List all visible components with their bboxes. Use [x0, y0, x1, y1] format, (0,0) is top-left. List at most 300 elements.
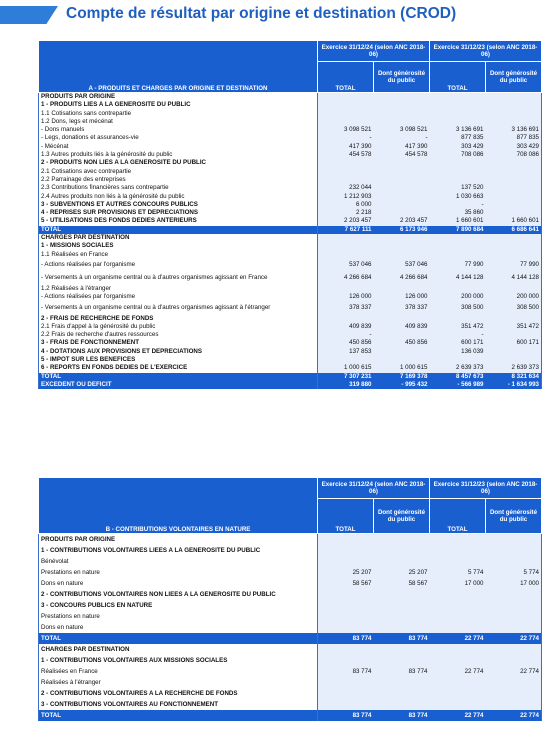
dont-2023-cell: 2 639 373 — [486, 364, 542, 372]
row-label: Prestations en nature — [39, 567, 318, 578]
total-2024-cell — [318, 589, 374, 600]
table-row — [39, 644, 542, 655]
total-2024-cell: 7 307 231 — [318, 373, 374, 381]
total-2024-cell — [318, 242, 374, 250]
dont-2024-cell — [374, 251, 430, 259]
total-2023-cell: - — [430, 201, 486, 209]
dont-2023-cell: 22 774 — [486, 633, 542, 644]
table-row — [39, 176, 542, 184]
crod-table — [38, 40, 542, 389]
total-2023-cell — [430, 600, 486, 611]
section-a-heading: A - PRODUITS ET CHARGES PAR ORIGINE ET DESTINATION — [39, 41, 318, 93]
total-2023-cell: 200 000 — [430, 293, 486, 301]
total-2023-cell — [430, 677, 486, 688]
row-label: CHARGES PAR DESTINATION — [39, 644, 318, 655]
table-row — [39, 101, 542, 109]
total-2024-cell — [318, 644, 374, 655]
table-row — [39, 217, 542, 225]
dont-2023-cell: 877 835 — [486, 134, 542, 142]
total-2023-cell: 877 835 — [430, 134, 486, 142]
table-row — [39, 242, 542, 250]
row-label: 1.1 Réalisées en France — [39, 251, 318, 259]
total-2024-cell — [318, 356, 374, 364]
dont-2024-cell — [374, 655, 430, 666]
total-2023-cell: 303 429 — [430, 143, 486, 151]
dont-2023-cell — [486, 93, 542, 102]
total-2024-cell: 83 774 — [318, 633, 374, 644]
total-row — [39, 373, 542, 381]
row-label: 2 - CONTRIBUTIONS VOLONTAIRES NON LIEES A LA GENEROSITE DU PUBLIC — [39, 589, 318, 600]
row-label: - Actions réalisées par l'organisme — [39, 259, 318, 272]
table-row — [39, 209, 542, 217]
total-2024-cell — [318, 315, 374, 323]
total-2023-cell — [430, 315, 486, 323]
dont-2023-cell — [486, 622, 542, 633]
table-row — [39, 285, 542, 293]
dont-2024-cell: 3 098 521 — [374, 126, 430, 134]
table-row — [39, 184, 542, 192]
total-2024-cell: 409 839 — [318, 323, 374, 331]
dont-2023-cell: 5 774 — [486, 567, 542, 578]
total-2024-cell: 58 567 — [318, 578, 374, 589]
title-banner-decoration — [0, 6, 58, 24]
total-2024-cell: - — [318, 331, 374, 339]
row-label: 1 - CONTRIBUTIONS VOLONTAIRES AUX MISSIONS SOCIALES — [39, 655, 318, 666]
total-2024-cell: 1 212 903 — [318, 193, 374, 201]
total-2023-cell: 3 136 691 — [430, 126, 486, 134]
dont-2023-cell — [486, 356, 542, 364]
table-row — [39, 118, 542, 126]
table-row — [39, 356, 542, 364]
total-2024-cell — [318, 234, 374, 242]
table-row — [39, 567, 542, 578]
dont-2024-cell — [374, 118, 430, 126]
row-label: 2.2 Frais de recherche d'autres ressources — [39, 331, 318, 339]
table-row — [39, 578, 542, 589]
dont-2024-cell — [374, 611, 430, 622]
dont-2024-cell — [374, 315, 430, 323]
dont-2024-cell — [374, 600, 430, 611]
dont-2024-cell — [374, 644, 430, 655]
total-2023-cell — [430, 589, 486, 600]
dont-2023-cell — [486, 644, 542, 655]
total-2024-cell — [318, 699, 374, 710]
dont-2024-cell — [374, 159, 430, 167]
row-label: 2.1 Cotisations avec contrepartie — [39, 168, 318, 176]
table-row — [39, 677, 542, 688]
total-2023-cell: 1 030 663 — [430, 193, 486, 201]
contributions-table — [38, 477, 542, 721]
dont-2024-cell: 7 169 378 — [374, 373, 430, 381]
total-2024-cell: - — [318, 134, 374, 142]
total-2024-cell: 454 578 — [318, 151, 374, 159]
total-2024-cell — [318, 101, 374, 109]
row-label: - Legs, donations et assurances-vie — [39, 134, 318, 142]
row-label: Dons en nature — [39, 622, 318, 633]
table-row — [39, 93, 542, 102]
dont-2024-cell — [374, 201, 430, 209]
dont-2024-cell — [374, 356, 430, 364]
total-2023-cell: 17 000 — [430, 578, 486, 589]
dont-2023-cell — [486, 118, 542, 126]
total-2023-cell — [430, 101, 486, 109]
row-label: Prestations en nature — [39, 611, 318, 622]
total-2024-cell: 25 207 — [318, 567, 374, 578]
total-2023-cell: - 566 989 — [430, 381, 486, 389]
dont-2023-cell — [486, 201, 542, 209]
total-2024-cell: 417 390 — [318, 143, 374, 151]
row-label: 1 - CONTRIBUTIONS VOLONTAIRES LIEES A LA GENEROSITE DU PUBLIC — [39, 545, 318, 556]
total-2023-cell — [430, 242, 486, 250]
dont-2024-cell — [374, 176, 430, 184]
total-2023-cell: 22 774 — [430, 666, 486, 677]
dont-2024-cell — [374, 677, 430, 688]
row-label: 3 - FRAIS DE FONCTIONNEMENT — [39, 339, 318, 347]
table-row — [39, 589, 542, 600]
row-label: 1 - PRODUITS LIES A LA GENEROSITE DU PUBLIC — [39, 101, 318, 109]
total-2023-cell: 600 171 — [430, 339, 486, 347]
dont-2023-cell — [486, 556, 542, 567]
total-2023-cell — [430, 234, 486, 242]
total-2023-cell: 1 660 601 — [430, 217, 486, 225]
table-row — [39, 151, 542, 159]
total-2023-cell — [430, 622, 486, 633]
dont-2024-cell — [374, 622, 430, 633]
total-2023-cell: 351 472 — [430, 323, 486, 331]
total-2023-cell — [430, 688, 486, 699]
dont-2024-cell — [374, 209, 430, 217]
total-2023-cell: 22 774 — [430, 633, 486, 644]
total-2024-cell — [318, 159, 374, 167]
row-label: - Versements à un organisme central ou à d'autres organismes agissant à l'étranger — [39, 302, 318, 315]
dont-2023-cell: - 1 634 993 — [486, 381, 542, 389]
table-row — [39, 699, 542, 710]
dont-2023-cell — [486, 534, 542, 546]
dont-2024-cell — [374, 101, 430, 109]
total-2023-cell — [430, 699, 486, 710]
dont-2023-cell: 303 429 — [486, 143, 542, 151]
row-label: - Dons manuels — [39, 126, 318, 134]
exercice-2023-header: Exercice 31/12/23 (selon ANC 2018-06) — [430, 41, 542, 62]
dont-2023-cell — [486, 184, 542, 192]
table-row — [39, 339, 542, 347]
row-label: TOTAL — [39, 633, 318, 644]
dont-2023-cell — [486, 589, 542, 600]
dont-2023-cell: 1 660 601 — [486, 217, 542, 225]
dont-2023-cell — [486, 348, 542, 356]
dont-2023-cell — [486, 159, 542, 167]
total-2023-cell — [430, 611, 486, 622]
row-label: 3 - CONCOURS PUBLICS EN NATURE — [39, 600, 318, 611]
row-label: - Versements à un organisme central ou à d'autres organismes agissant en France — [39, 272, 318, 285]
total-2023-cell: 137 520 — [430, 184, 486, 192]
dont-2023-cell: 600 171 — [486, 339, 542, 347]
dont-2024-cell — [374, 285, 430, 293]
total-2023-cell — [430, 556, 486, 567]
total-2023-cell: 35 860 — [430, 209, 486, 217]
dont-2024-cell — [374, 234, 430, 242]
table-row — [39, 159, 542, 167]
exercice-2024-header: Exercice 31/12/24 (selon ANC 2018-06) — [318, 478, 430, 499]
table-row — [39, 622, 542, 633]
total-2023-cell — [430, 118, 486, 126]
row-label: TOTAL — [39, 710, 318, 721]
row-label: 2.3 Contributions financières sans contrepartie — [39, 184, 318, 192]
total-row — [39, 226, 542, 234]
dont-2023-cell: 6 686 641 — [486, 226, 542, 234]
row-label: 2.4 Autres produits non liés à la générosité du public — [39, 193, 318, 201]
dont-2023-cell — [486, 677, 542, 688]
dont-2023-cell — [486, 168, 542, 176]
dont-2024-cell: 1 000 615 — [374, 364, 430, 372]
table-row — [39, 315, 542, 323]
dont-2024-cell — [374, 556, 430, 567]
dont-2024-cell: - — [374, 134, 430, 142]
total-2024-cell — [318, 534, 374, 546]
table-row — [39, 556, 542, 567]
total-2024-header: TOTAL — [318, 499, 374, 534]
total-2023-cell — [430, 644, 486, 655]
dont-2024-cell — [374, 242, 430, 250]
total-2023-cell — [430, 534, 486, 546]
total-2024-cell — [318, 93, 374, 102]
dont-2024-cell — [374, 168, 430, 176]
total-2024-cell — [318, 118, 374, 126]
total-2023-cell — [430, 159, 486, 167]
total-2023-header: TOTAL — [430, 62, 486, 93]
dont-2023-cell — [486, 315, 542, 323]
dont-2024-cell — [374, 699, 430, 710]
table-row — [39, 331, 542, 339]
dont-2023-cell: 22 774 — [486, 710, 542, 721]
total-2024-cell: 7 627 111 — [318, 226, 374, 234]
dont-2024-cell: - 995 432 — [374, 381, 430, 389]
table-row — [39, 126, 542, 134]
total-2024-cell — [318, 611, 374, 622]
dont-2024-cell: 454 578 — [374, 151, 430, 159]
table-row — [39, 688, 542, 699]
total-2024-cell: 137 853 — [318, 348, 374, 356]
table-row — [39, 201, 542, 209]
dont-2023-cell — [486, 611, 542, 622]
total-2024-cell: 2 218 — [318, 209, 374, 217]
dont-2024-cell — [374, 193, 430, 201]
table-row — [39, 534, 542, 546]
row-label: PRODUITS PAR ORIGINE — [39, 534, 318, 546]
dont-2024-cell: 126 000 — [374, 293, 430, 301]
row-label: 5 - IMPÔT SUR LES BENEFICES — [39, 356, 318, 364]
total-2024-header: TOTAL — [318, 62, 374, 93]
dont-2023-cell: 200 000 — [486, 293, 542, 301]
dont-2024-cell — [374, 331, 430, 339]
total-2024-cell — [318, 600, 374, 611]
dont-2023-cell — [486, 331, 542, 339]
row-label: TOTAL — [39, 373, 318, 381]
row-label: PRODUITS PAR ORIGINE — [39, 93, 318, 102]
total-2023-cell — [430, 168, 486, 176]
row-label: 1.2 Dons, legs et mécénat — [39, 118, 318, 126]
table-row — [39, 143, 542, 151]
dont-2023-cell: 77 990 — [486, 259, 542, 272]
row-label: TOTAL — [39, 226, 318, 234]
dont-2023-cell — [486, 176, 542, 184]
row-label: 6 - REPORTS EN FONDS DEDIES DE L'EXERCICE — [39, 364, 318, 372]
total-2023-cell: 136 039 — [430, 348, 486, 356]
total-2023-cell — [430, 545, 486, 556]
dont-2024-cell: 2 203 457 — [374, 217, 430, 225]
dont-2024-cell — [374, 534, 430, 546]
dont-2024-cell: 6 173 946 — [374, 226, 430, 234]
row-label: 1.3 Autres produits liés à la générosité du public — [39, 151, 318, 159]
row-label: 1 - MISSIONS SOCIALES — [39, 242, 318, 250]
dont-2024-cell: 83 774 — [374, 633, 430, 644]
total-2023-cell: 8 457 673 — [430, 373, 486, 381]
dont-2023-cell: 351 472 — [486, 323, 542, 331]
table-row — [39, 655, 542, 666]
dont-2023-header: Dont générosité du public — [486, 499, 542, 534]
table-row — [39, 364, 542, 372]
total-2023-cell: 22 774 — [430, 710, 486, 721]
row-label: Réalisées à l'étranger — [39, 677, 318, 688]
total-2023-cell — [430, 285, 486, 293]
dont-2024-cell: 58 567 — [374, 578, 430, 589]
total-2023-cell: 308 500 — [430, 302, 486, 315]
dont-2024-cell: 4 266 684 — [374, 272, 430, 285]
dont-2024-cell: 83 774 — [374, 710, 430, 721]
dont-2023-cell: 8 321 634 — [486, 373, 542, 381]
total-2024-cell: 319 880 — [318, 381, 374, 389]
row-label: 3 - SUBVENTIONS ET AUTRES CONCOURS PUBLICS — [39, 201, 318, 209]
row-label: Bénévolat — [39, 556, 318, 567]
table-row — [39, 293, 542, 301]
total-2024-cell — [318, 677, 374, 688]
dont-2023-cell: 22 774 — [486, 666, 542, 677]
total-2024-cell — [318, 251, 374, 259]
total-2023-cell — [430, 356, 486, 364]
row-label: Dons en nature — [39, 578, 318, 589]
row-label: 3 - CONTRIBUTIONS VOLONTAIRES AU FONCTIONNEMENT — [39, 699, 318, 710]
dont-2023-cell — [486, 193, 542, 201]
dont-2023-cell — [486, 285, 542, 293]
table-row — [39, 600, 542, 611]
row-label: - Mécénat — [39, 143, 318, 151]
dont-2023-cell — [486, 699, 542, 710]
row-label: Réalisées en France — [39, 666, 318, 677]
row-label: - Actions réalisées par l'organisme — [39, 293, 318, 301]
section-b-heading: B - CONTRIBUTIONS VOLONTAIRES EN NATURE — [39, 478, 318, 534]
table-row — [39, 545, 542, 556]
row-label: 4 - REPRISES SUR PROVISIONS ET DEPRECIATIONS — [39, 209, 318, 217]
dont-2023-cell — [486, 209, 542, 217]
table-row — [39, 168, 542, 176]
row-label: 2.1 Frais d'appel à la générosité du public — [39, 323, 318, 331]
page-title: Compte de résultat par origine et destination (CROD) — [66, 5, 457, 22]
dont-2024-cell: 537 046 — [374, 259, 430, 272]
total-2024-cell: 83 774 — [318, 666, 374, 677]
dont-2023-cell — [486, 101, 542, 109]
table-row — [39, 323, 542, 331]
row-label: EXCEDENT OU DEFICIT — [39, 381, 318, 389]
dont-2024-cell — [374, 93, 430, 102]
total-row — [39, 633, 542, 644]
table-row — [39, 348, 542, 356]
dont-2024-cell: 83 774 — [374, 666, 430, 677]
total-2023-cell — [430, 93, 486, 102]
dont-2024-cell — [374, 110, 430, 118]
total-2024-cell: 378 337 — [318, 302, 374, 315]
total-2024-cell: 126 000 — [318, 293, 374, 301]
row-label: 2 - PRODUITS NON LIES A LA GENEROSITE DU PUBLIC — [39, 159, 318, 167]
total-2023-cell — [430, 110, 486, 118]
row-label: 1.2 Réalisées à l'étranger — [39, 285, 318, 293]
total-2024-cell: 1 000 615 — [318, 364, 374, 372]
total-2024-cell — [318, 110, 374, 118]
total-2024-cell: 2 203 457 — [318, 217, 374, 225]
table-row — [39, 272, 542, 285]
total-2024-cell — [318, 168, 374, 176]
total-2024-cell: 4 266 684 — [318, 272, 374, 285]
dont-2024-cell — [374, 348, 430, 356]
total-2024-cell — [318, 655, 374, 666]
dont-2023-cell — [486, 688, 542, 699]
dont-2024-cell: 450 856 — [374, 339, 430, 347]
dont-2023-cell: 308 500 — [486, 302, 542, 315]
total-2024-cell — [318, 545, 374, 556]
table-row — [39, 110, 542, 118]
table-row — [39, 611, 542, 622]
table-row — [39, 134, 542, 142]
dont-2024-cell — [374, 184, 430, 192]
exercice-2024-header: Exercice 31/12/24 (selon ANC 2018-06) — [318, 41, 430, 62]
total-2024-cell: 537 046 — [318, 259, 374, 272]
total-2024-cell: 83 774 — [318, 710, 374, 721]
dont-2024-header: Dont générosité du public — [374, 499, 430, 534]
total-2023-cell: 708 086 — [430, 151, 486, 159]
dont-2023-cell: 4 144 128 — [486, 272, 542, 285]
table-row — [39, 302, 542, 315]
total-2024-cell — [318, 622, 374, 633]
total-2024-cell: 3 098 521 — [318, 126, 374, 134]
row-label: 4 - DOTATIONS AUX PROVISIONS ET DEPRECIATIONS — [39, 348, 318, 356]
dont-2023-cell: 3 136 691 — [486, 126, 542, 134]
exercice-2023-header: Exercice 31/12/23 (selon ANC 2018-06) — [430, 478, 542, 499]
total-2023-cell: 5 774 — [430, 567, 486, 578]
dont-2023-cell — [486, 655, 542, 666]
dont-2023-cell — [486, 110, 542, 118]
dont-2023-cell: 17 000 — [486, 578, 542, 589]
total-2023-cell: 2 639 373 — [430, 364, 486, 372]
row-label: 2.2 Parrainage des entreprises — [39, 176, 318, 184]
row-label: 2 - CONTRIBUTIONS VOLONTAIRES A LA RECHERCHE DE FONDS — [39, 688, 318, 699]
dont-2023-cell — [486, 545, 542, 556]
total-2024-cell: 232 044 — [318, 184, 374, 192]
dont-2024-cell — [374, 688, 430, 699]
total-2024-cell — [318, 688, 374, 699]
total-2023-cell: - — [430, 331, 486, 339]
dont-2023-cell — [486, 242, 542, 250]
dont-2023-cell — [486, 234, 542, 242]
dont-2024-cell: 378 337 — [374, 302, 430, 315]
row-label: 5 - UTILISATIONS DES FONDS DEDIES ANTERIEURS — [39, 217, 318, 225]
total-2024-cell: 6 000 — [318, 201, 374, 209]
total-2024-cell — [318, 176, 374, 184]
total-row — [39, 710, 542, 721]
total-2023-cell — [430, 176, 486, 184]
dont-2023-cell: 708 086 — [486, 151, 542, 159]
dont-2024-cell: 417 390 — [374, 143, 430, 151]
dont-2023-cell — [486, 251, 542, 259]
dont-2024-header: Dont générosité du public — [374, 62, 430, 93]
